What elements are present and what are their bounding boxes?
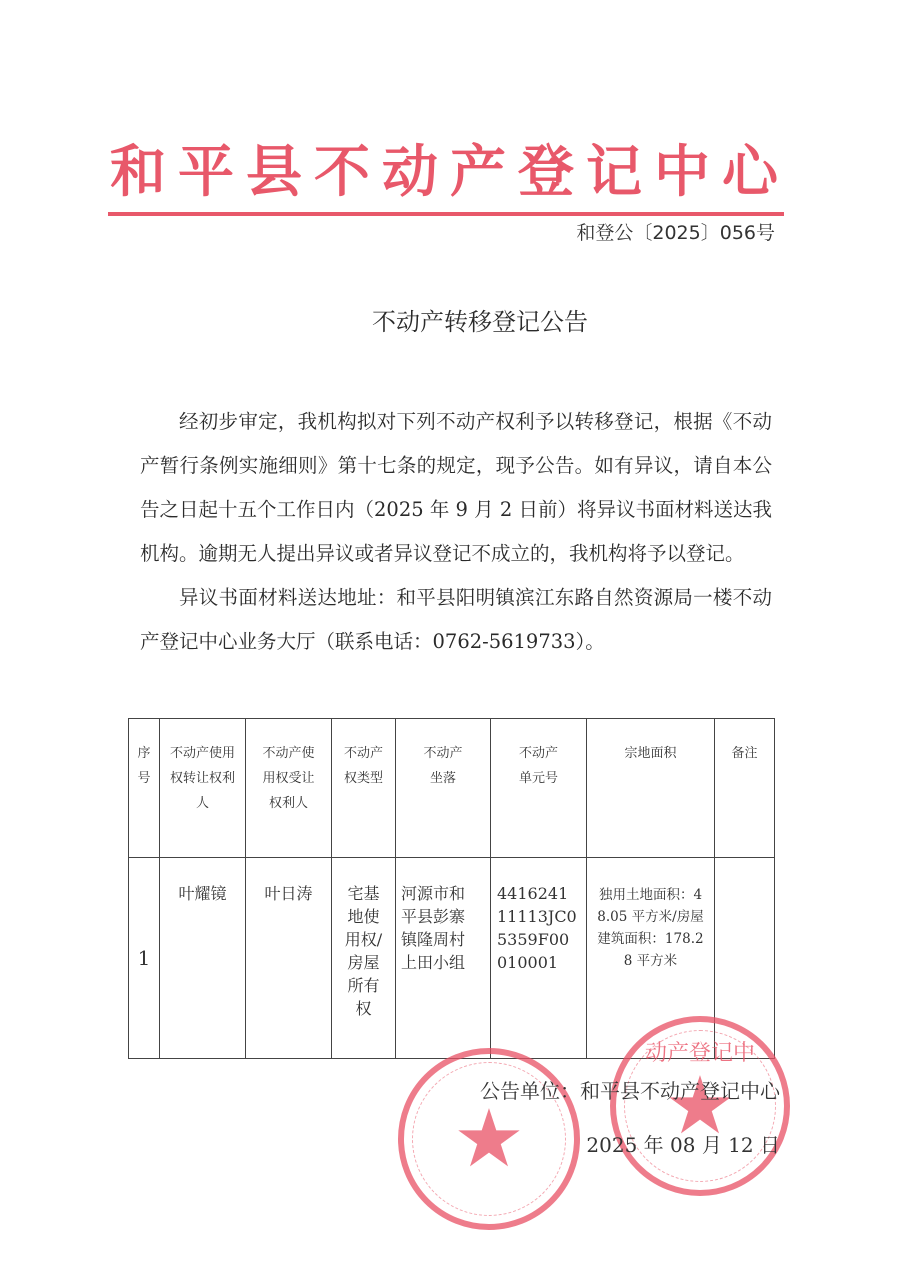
cell-transferee: 叶日涛 — [246, 858, 332, 1059]
header-transferee: 不动产使用权受让权利人 — [246, 719, 332, 858]
cell-location: 河源市和平县彭寨镇隆周村上田小组 — [396, 858, 491, 1059]
organization-masthead: 和平县不动产登记中心 — [110, 140, 790, 205]
header-area: 宗地面积 — [587, 719, 715, 858]
red-divider — [108, 212, 784, 216]
cell-unit-number: 441624111113JC05359F00010001 — [491, 858, 587, 1059]
cell-area: 独用土地面积：48.05 平方米/房屋建筑面积：178.28 平方米 — [587, 858, 715, 1059]
property-table — [128, 718, 774, 1059]
cell-right-type: 宅基地使用权/房屋所有权 — [332, 858, 396, 1059]
cell-transferor: 叶耀镜 — [160, 858, 246, 1059]
header-seq: 序号 — [129, 719, 160, 858]
header-location: 不动产坐落 — [396, 719, 491, 858]
issuer-line: 公告单位：和平县不动产登记中心 — [480, 1079, 780, 1103]
table-header-row — [129, 719, 775, 858]
issue-date: 2025 年 08 月 12 日 — [586, 1133, 780, 1157]
header-right-type: 不动产权类型 — [332, 719, 396, 858]
announcement-paragraph-1: 经初步审定，我机构拟对下列不动产权利予以转移登记，根据《不动产暂行条例实施细则》第十七条的规定，现予公告。如有异议，请自本公告之日起十五个工作日内（2025 年 9 月 2 日前）将异议书面材料送达我机构。逾期无人提出异议或者异议登记不成立的，我机构将予以登记。 — [140, 410, 772, 565]
announcement-paragraph-2: 异议书面材料送达地址：和平县阳明镇滨江东路自然资源局一楼不动产登记中心业务大厅（联系电话：0762-5619733）。 — [140, 586, 772, 653]
star-icon: ★ — [664, 1059, 736, 1152]
signature-block — [420, 1059, 780, 1172]
page-title: 不动产转移登记公告 — [372, 308, 588, 336]
document-number: 和登公〔2025〕056号 — [576, 222, 775, 244]
announcement-body — [140, 400, 772, 664]
star-icon: ★ — [453, 1092, 525, 1185]
seal-text: 动产登记中 — [644, 1041, 755, 1066]
header-remarks: 备注 — [715, 719, 775, 858]
cell-seq: 1 — [129, 858, 160, 1059]
header-transferor: 不动产使用权转让权利人 — [160, 719, 246, 858]
header-unit-number: 不动产单元号 — [491, 719, 587, 858]
